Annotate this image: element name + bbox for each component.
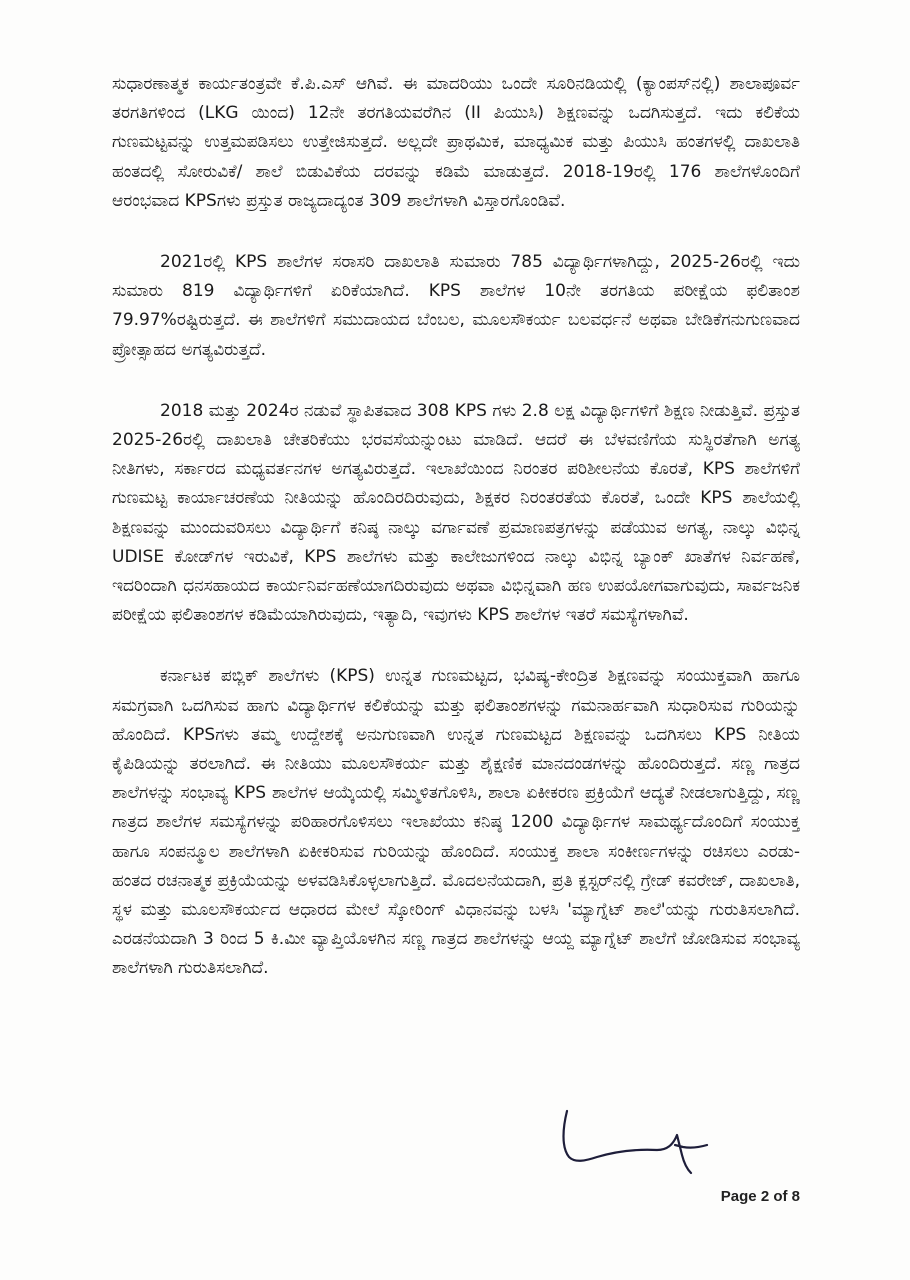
handwritten-signature	[555, 1105, 715, 1175]
page-number: Page 2 of 8	[720, 1188, 800, 1205]
paragraph-2: 2021ರಲ್ಲಿ KPS ಶಾಲೆಗಳ ಸರಾಸರಿ ದಾಖಲಾತಿ ಸುಮಾರು 785 ವಿದ್ಯಾರ್ಥಿಗಳಾಗಿದ್ದು, 2025-26ರಲ್ಲಿ ಇದು ಸುಮಾರು 819 ವಿದ್ಯಾರ್ಥಿಗಳಿಗೆ ಏರಿಕೆಯಾಗಿದೆ. KPS ಶಾಲೆಗಳ 10ನೇ ತರಗತಿಯ ಪರೀಕ್ಷೆಯ ಫಲಿತಾಂಶ 79.97%ರಷ್ಟಿರುತ್ತದೆ. ಈ ಶಾಲೆಗಳಿಗೆ ಸಮುದಾಯದ ಬೆಂಬಲ, ಮೂಲಸೌಕರ್ಯ ಬಲವರ್ಧನೆ ಅಥವಾ ಬೇಡಿಕೆಗನುಗುಣವಾದ ಪ್ರೋತ್ಸಾಹದ ಅಗತ್ಯವಿರುತ್ತದೆ.	[112, 252, 800, 360]
paragraph-1: ಸುಧಾರಣಾತ್ಮಕ ಕಾರ್ಯತಂತ್ರವೇ ಕೆ.ಪಿ.ಎಸ್ ಆಗಿವೆ. ಈ ಮಾದರಿಯು ಒಂದೇ ಸೂರಿನಡಿಯಲ್ಲಿ (ಕ್ಯಾಂಪಸ್‌ನಲ್ಲಿ) ಶಾಲಾಪೂರ್ವ ತರಗತಿಗಳಿಂದ (LKG ಯಿಂದ) 12ನೇ ತರಗತಿಯವರೆಗಿನ (II ಪಿಯುಸಿ) ಶಿಕ್ಷಣವನ್ನು ಒದಗಿಸುತ್ತದೆ. ಇದು ಕಲಿಕೆಯ ಗುಣಮಟ್ಟವನ್ನು ಉತ್ತಮಪಡಿಸಲು ಉತ್ತೇಜಿಸುತ್ತದೆ. ಅಲ್ಲದೇ ಪ್ರಾಥಮಿಕ, ಮಾಧ್ಯಮಿಕ ಮತ್ತು ಪಿಯುಸಿ ಹಂತಗಳಲ್ಲಿ ದಾಖಲಾತಿ ಹಂತದಲ್ಲಿ ಸೋರುವಿಕೆ/ ಶಾಲೆ ಬಿಡುವಿಕೆಯ ದರವನ್ನು ಕಡಿಮೆ ಮಾಡುತ್ತದೆ. 2018-19ರಲ್ಲಿ 176 ಶಾಲೆಗಳೊಂದಿಗೆ ಆರಂಭವಾದ KPSಗಳು ಪ್ರಸ್ತುತ ರಾಜ್ಯದಾದ್ಯಂತ 309 ಶಾಲೆಗಳಾಗಿ ವಿಸ್ತಾರಗೊಂಡಿವೆ.	[112, 74, 800, 211]
paragraph-4: ಕರ್ನಾಟಕ ಪಬ್ಲಿಕ್ ಶಾಲೆಗಳು (KPS) ಉನ್ನತ ಗುಣಮಟ್ಟದ, ಭವಿಷ್ಯ-ಕೇಂದ್ರಿತ ಶಿಕ್ಷಣವನ್ನು ಸಂಯುಕ್ತವಾಗಿ ಹಾಗೂ ಸಮಗ್ರವಾಗಿ ಒದಗಿಸುವ ಹಾಗು ವಿದ್ಯಾರ್ಥಿಗಳ ಕಲಿಕೆಯನ್ನು ಮತ್ತು ಫಲಿತಾಂಶಗಳನ್ನು ಗಮನಾರ್ಹವಾಗಿ ಸುಧಾರಿಸುವ ಗುರಿಯನ್ನು ಹೊಂದಿದೆ. KPSಗಳು ತಮ್ಮ ಉದ್ದೇಶಕ್ಕೆ ಅನುಗುಣವಾಗಿ ಉನ್ನತ ಗುಣಮಟ್ಟದ ಶಿಕ್ಷಣವನ್ನು ಒದಗಿಸಲು KPS ನೀತಿಯ ಕೈಪಿಡಿಯನ್ನು ತರಲಾಗಿದೆ. ಈ ನೀತಿಯು ಮೂಲಸೌಕರ್ಯ ಮತ್ತು ಶೈಕ್ಷಣಿಕ ಮಾನದಂಡಗಳನ್ನು ಹೊಂದಿರುತ್ತದೆ. ಸಣ್ಣ ಗಾತ್ರದ ಶಾಲೆಗಳನ್ನು ಸಂಭಾವ್ಯ KPS ಶಾಲೆಗಳ ಆಯ್ಕೆಯಲ್ಲಿ ಸಮ್ಮಿಳಿತಗೊಳಿಸಿ, ಶಾಲಾ ಏಕೀಕರಣ ಪ್ರಕ್ರಿಯೆಗೆ ಆದ್ಯತೆ ನೀಡಲಾಗುತ್ತಿದ್ದು, ಸಣ್ಣ ಗಾತ್ರದ ಶಾಲೆಗಳ ಸಮಸ್ಯೆಗಳನ್ನು ಪರಿಹಾರಗೊಳಿಸಲು ಇಲಾಖೆಯು ಕನಿಷ್ಠ 1200 ವಿದ್ಯಾರ್ಥಿಗಳ ಸಾಮರ್ಥ್ಯದೊಂದಿಗೆ ಸಂಯುಕ್ತ ಹಾಗೂ ಸಂಪನ್ಮೂಲ ಶಾಲೆಗಳಾಗಿ ಏಕೀಕರಿಸುವ ಗುರಿಯನ್ನು ಹೊಂದಿದೆ. ಸಂಯುಕ್ತ ಶಾಲಾ ಸಂಕೀರ್ಣಗಳನ್ನು ರಚಿಸಲು ಎರಡು-ಹಂತದ ರಚನಾತ್ಮಕ ಪ್ರಕ್ರಿಯೆಯನ್ನು ಅಳವಡಿಸಿಕೊಳ್ಳಲಾಗುತ್ತಿದೆ. ಮೊದಲನೆಯದಾಗಿ, ಪ್ರತಿ ಕ್ಲಸ್ಟರ್‌ನಲ್ಲಿ ಗ್ರೇಡ್ ಕವರೇಜ್, ದಾಖಲಾತಿ, ಸ್ಥಳ ಮತ್ತು ಮೂಲಸೌಕರ್ಯದ ಆಧಾರದ ಮೇಲೆ ಸ್ಕೋರಿಂಗ್ ವಿಧಾನವನ್ನು ಬಳಸಿ 'ಮ್ಯಾಗ್ನೆಟ್ ಶಾಲೆ'ಯನ್ನು ಗುರುತಿಸಲಾಗಿದೆ. ಎರಡನೆಯದಾಗಿ 3 ರಿಂದ 5 ಕಿ.ಮೀ ವ್ಯಾಪ್ತಿಯೊಳಗಿನ ಸಣ್ಣ ಗಾತ್ರದ ಶಾಲೆಗಳನ್ನು ಆಯ್ದ ಮ್ಯಾಗ್ನೆಟ್ ಶಾಲೆಗೆ ಜೋಡಿಸುವ ಸಂಭಾವ್ಯ ಶಾಲೆಗಳಾಗಿ ಗುರುತಿಸಲಾಗಿದೆ.	[112, 666, 800, 979]
document-body	[112, 70, 800, 1016]
paragraph-3: 2018 ಮತ್ತು 2024ರ ನಡುವೆ ಸ್ಥಾಪಿತವಾದ 308 KPS ಗಳು 2.8 ಲಕ್ಷ ವಿದ್ಯಾರ್ಥಿಗಳಿಗೆ ಶಿಕ್ಷಣ ನೀಡುತ್ತಿವೆ. ಪ್ರಸ್ತುತ 2025-26ರಲ್ಲಿ ದಾಖಲಾತಿ ಚೇತರಿಕೆಯು ಭರವಸೆಯನ್ನುಂಟು ಮಾಡಿದೆ. ಆದರೆ ಈ ಬೆಳವಣಿಗೆಯ ಸುಸ್ಥಿರತೆಗಾಗಿ ಅಗತ್ಯ ನೀತಿಗಳು, ಸರ್ಕಾರದ ಮಧ್ಯವರ್ತನಗಳ ಅಗತ್ಯವಿರುತ್ತದೆ. ಇಲಾಖೆಯಿಂದ ನಿರಂತರ ಪರಿಶೀಲನೆಯ ಕೊರತೆ, KPS ಶಾಲೆಗಳಿಗೆ ಗುಣಮಟ್ಟ ಕಾರ್ಯಾಚರಣೆಯ ನೀತಿಯನ್ನು ಹೊಂದಿರದಿರುವುದು, ಶಿಕ್ಷಕರ ನಿರಂತರತೆಯ ಕೊರತೆ, ಒಂದೇ KPS ಶಾಲೆಯಲ್ಲಿ ಶಿಕ್ಷಣವನ್ನು ಮುಂದುವರಿಸಲು ವಿದ್ಯಾರ್ಥಿಗೆ ಕನಿಷ್ಠ ನಾಲ್ಕು ವರ್ಗಾವಣೆ ಪ್ರಮಾಣಪತ್ರಗಳನ್ನು ಪಡೆಯುವ ಅಗತ್ಯ, ನಾಲ್ಕು ವಿಭಿನ್ನ UDISE ಕೋಡ್‌ಗಳ ಇರುವಿಕೆ, KPS ಶಾಲೆಗಳು ಮತ್ತು ಕಾಲೇಜುಗಳಿಂದ ನಾಲ್ಕು ವಿಭಿನ್ನ ಬ್ಯಾಂಕ್ ಖಾತೆಗಳ ನಿರ್ವಹಣೆ, ಇದರಿಂದಾಗಿ ಧನಸಹಾಯದ ಕಾರ್ಯನಿರ್ವಹಣೆಯಾಗದಿರುವುದು ಅಥವಾ ವಿಭಿನ್ನವಾಗಿ ಹಣ ಉಪಯೋಗವಾಗುವುದು, ಸಾರ್ವಜನಿಕ ಪರೀಕ್ಷೆಯ ಫಲಿತಾಂಶಗಳ ಕಡಿಮೆಯಾಗಿರುವುದು, ಇತ್ಯಾದಿ, ಇವುಗಳು KPS ಶಾಲೆಗಳ ಇತರೆ ಸಮಸ್ಯೆಗಳಾಗಿವೆ.	[112, 400, 800, 626]
